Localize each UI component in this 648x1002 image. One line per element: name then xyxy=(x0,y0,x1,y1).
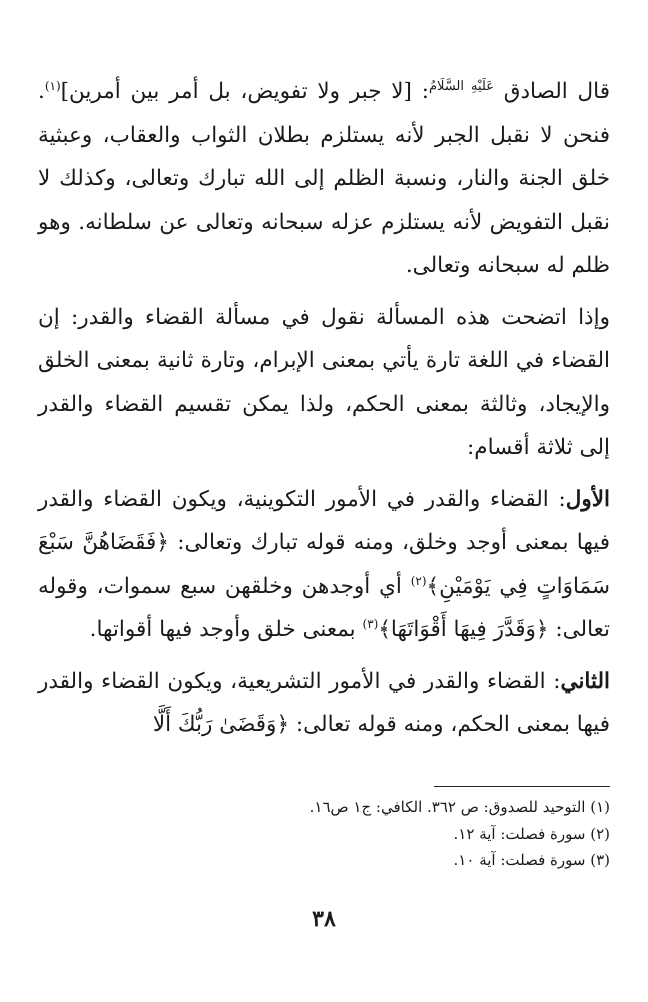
footnote-ref-2[interactable]: (٢) xyxy=(410,573,427,588)
first-type-lead: الأول xyxy=(565,486,610,512)
footnote-divider xyxy=(434,786,610,787)
p3-text-c: بمعنى خلق وأوجد فيها أقواتها. xyxy=(89,617,363,642)
paragraph-qada-qadar-intro xyxy=(38,296,610,470)
footnote-ref-1[interactable]: (١) xyxy=(44,78,61,93)
footnotes xyxy=(38,794,610,874)
honorific-mark: عَلَيْهِ السَّلَامُ xyxy=(428,78,494,94)
footnote-3: (٣) سورة فصلت: آية ١٠. xyxy=(453,851,610,869)
paragraph-jabr-tafwid xyxy=(38,70,610,288)
p2-text: وإذا اتضحت هذه المسألة نقول في مسألة القضاء والقدر: إن القضاء في اللغة تارة يأتي بمعنى الإبرام، وتارة ثانية بمعنى الخلق والإيجاد، وثالثة بمعنى الحكم، ولذا يمكن تقسيم القضاء والقدر إلى ثلاثة أقسام: xyxy=(38,304,610,460)
p4-text-a: : القضاء والقدر في الأمور التشريعية، ويكون القضاء والقدر فيها بمعنى الحكم، ومنه قوله تعالى: xyxy=(38,668,610,737)
paragraph-second-type xyxy=(38,660,610,747)
footnote-2: (٢) سورة فصلت: آية ١٢. xyxy=(453,824,610,843)
p3-text-b: أي أوجدهن وخلقهن سبع سموات، وقوله تعالى: xyxy=(38,573,610,642)
p3-text-a: : القضاء والقدر في الأمور التكوينية، ويكون القضاء والقدر فيها بمعنى أوجد وخلق، ومنه قوله تبارك وتعالى: xyxy=(38,486,610,555)
quran-verse-2: ﴿وَقَدَّرَ فِيهَا أَقْوَاتَهَا﴾ xyxy=(378,617,549,642)
second-type-lead: الثاني xyxy=(560,668,610,694)
p1-text-b: : [لا جبر ولا تفويض، بل أمر بين أمرين] xyxy=(60,79,429,104)
page-body xyxy=(38,70,610,747)
paragraph-first-type xyxy=(38,478,610,652)
page-number: ٣٨ xyxy=(312,906,336,932)
p1-text-a: قال الصادق xyxy=(494,79,611,104)
p1-text-c: . فنحن لا نقبل الجبر لأنه يستلزم بطلان الثواب والعقاب، وعبثية خلق الجنة والنار، ونسبة الظلم إلى الله تبارك وتعالى، وكذلك لا نقبل التفويض لأنه يستلزم عزله سبحانه وتعالى عن سلطانه. وهو ظلم له سبحانه وتعالى. xyxy=(38,79,610,278)
footnote-1: (١) التوحيد للصدوق: ص ٣٦٢. الكافي: ج١ ص١٦. xyxy=(309,798,610,816)
quran-verse-3: ﴿وَقَضَىٰ رَبُّكَ أَلَّا xyxy=(152,712,290,737)
quran-verse-1: ﴿فَقَضَاهُنَّ سَبْعَ سَمَاوَاتٍ فِي يَوْمَيْنِ﴾ xyxy=(38,530,610,599)
footnote-ref-3[interactable]: (٣) xyxy=(362,616,379,631)
